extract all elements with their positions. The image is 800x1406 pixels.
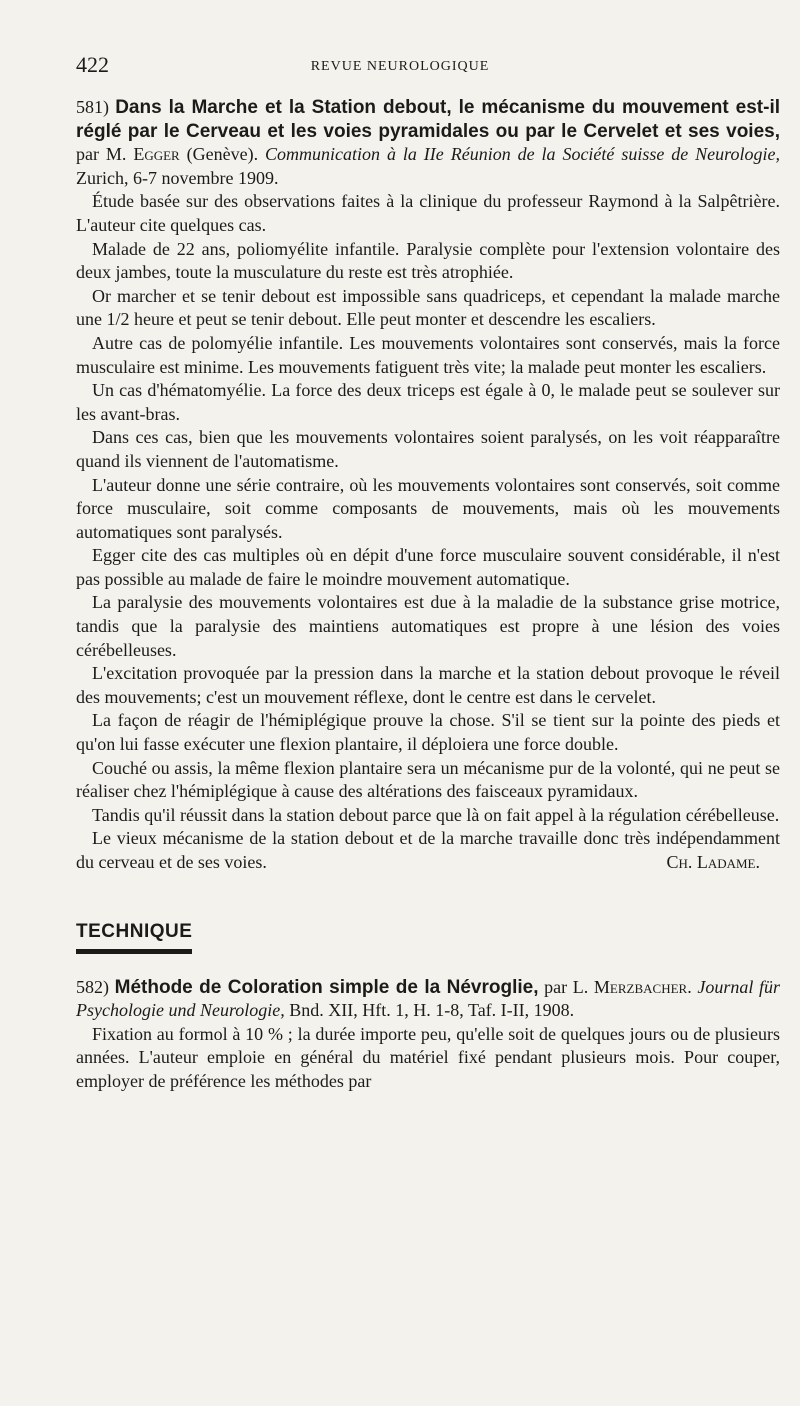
entry-place: (Genève). <box>186 144 259 165</box>
paragraph-last <box>76 827 780 874</box>
paragraph: Or marcher et se tenir debout est impossible sans quadriceps, et cependant la malade marche une 1/2 heure et peut se tenir debout. Elle peut monter et descendre les escaliers. <box>76 285 780 330</box>
paragraph: Fixation au formol à 10 % ; la durée importe peu, qu'elle soit de quelques jours ou de plusieurs années. L'auteur emploie en général du matériel fixé pendant plusieurs mois. Pour couper, employer de préférence les méthodes par <box>76 1023 780 1091</box>
signature: Ch. Ladame. <box>666 852 760 872</box>
journal-title: REVUE NEUROLOGIQUE <box>310 59 490 74</box>
entry-582 <box>76 976 780 1094</box>
entry-author: Merzbacher. <box>593 976 692 997</box>
paragraph-text: Le vieux mécanisme de la station debout et de la marche travaille donc très indépendamment du cerveau et de ses voies. <box>76 828 780 872</box>
entry-par: par L. <box>544 976 589 997</box>
entry-581 <box>76 96 780 875</box>
entry-date: Zurich, 6-7 novembre 1909. <box>76 167 279 188</box>
paragraph: Malade de 22 ans, poliomyélite infantile. Paralysie complète pour l'extension volontaire des deux jambes, toute la musculature du reste est très atrophiée. <box>76 238 780 283</box>
entry-source: Journal für Psychologie und Neurologie, <box>76 976 780 1021</box>
entry-details: Bnd. XII, Hft. 1, H. 1-8, Taf. I-II, 1908. <box>289 1000 575 1021</box>
paragraph: Couché ou assis, la même flexion plantaire sera un mécanisme pur de la volonté, qui ne peut se réaliser chez l'hémiplégique à cause des altérations des faisceaux pyramidaux. <box>76 757 780 802</box>
paragraph: L'auteur donne une série contraire, où les mouvements volontaires sont conservés, soit comme force musculaire, soit comme composants de mouvements, mais où les mouvements automatiques sont paralysés. <box>76 474 780 542</box>
paragraph: Étude basée sur des observations faites à la clinique du professeur Raymond à la Salpêtrière. L'auteur cite quelques cas. <box>76 191 780 235</box>
page-body <box>76 96 780 1094</box>
paragraph: La paralysie des mouvements volontaires est due à la maladie de la substance grise motrice, tandis que la paralysie des maintiens automatiques est propre à une lésion des voies cérébelleuses. <box>76 592 780 660</box>
entry-title: Dans la Marche et la Station debout, le mécanisme du mouvement est-il réglé par le Cerveau et les voies pyramidales ou par le Cervelet et ses voies, <box>76 97 781 142</box>
paragraph: Autre cas de polomyélie infantile. Les mouvements volontaires sont conservés, mais la force musculaire est minime. Les mouvements fatiguent très vite; la malade peut monter les escaliers. <box>76 332 780 377</box>
entry-number: 582) <box>76 976 109 997</box>
paragraph: Tandis qu'il réussit dans la station debout parce que là on fait appel à la régulation cérébelleuse. <box>92 804 780 825</box>
page-number: 422 <box>76 52 109 77</box>
entry-581-heading <box>76 96 780 190</box>
paragraph: Dans ces cas, bien que les mouvements volontaires soient paralysés, on les voit réapparaître quand ils viennent de l'automatisme. <box>76 427 780 471</box>
section-title: TECHNIQUE <box>76 921 192 954</box>
entry-582-heading <box>76 976 780 1023</box>
running-header <box>76 52 724 82</box>
paragraph: Un cas d'hématomyélie. La force des deux triceps est égale à 0, le malade peut se soulever sur les avant-bras. <box>76 380 780 424</box>
paragraph: La façon de réagir de l'hémiplégique prouve la chose. S'il se tient sur la pointe des pieds et qu'on lui fasse exécuter une flexion plantaire, il déploiera une force double. <box>76 710 780 755</box>
entry-source: Communication à la IIe Réunion de la Société suisse de Neurologie, <box>265 144 780 165</box>
entry-par: par M. <box>76 144 127 165</box>
paragraph: L'excitation provoquée par la pression dans la marche et la station debout provoque le réveil des mouvements; c'est un mouvement réflexe, dont le centre est dans le cervelet. <box>76 663 780 707</box>
entry-title: Méthode de Coloration simple de la Névroglie, <box>114 976 539 998</box>
entry-author: Egger <box>133 144 180 165</box>
section-heading <box>76 921 780 954</box>
paragraph: Egger cite des cas multiples où en dépit d'une force musculaire souvent considérable, il n'est pas possible au malade de faire le moindre mouvement automatique. <box>76 545 780 589</box>
entry-number: 581) <box>76 97 109 117</box>
